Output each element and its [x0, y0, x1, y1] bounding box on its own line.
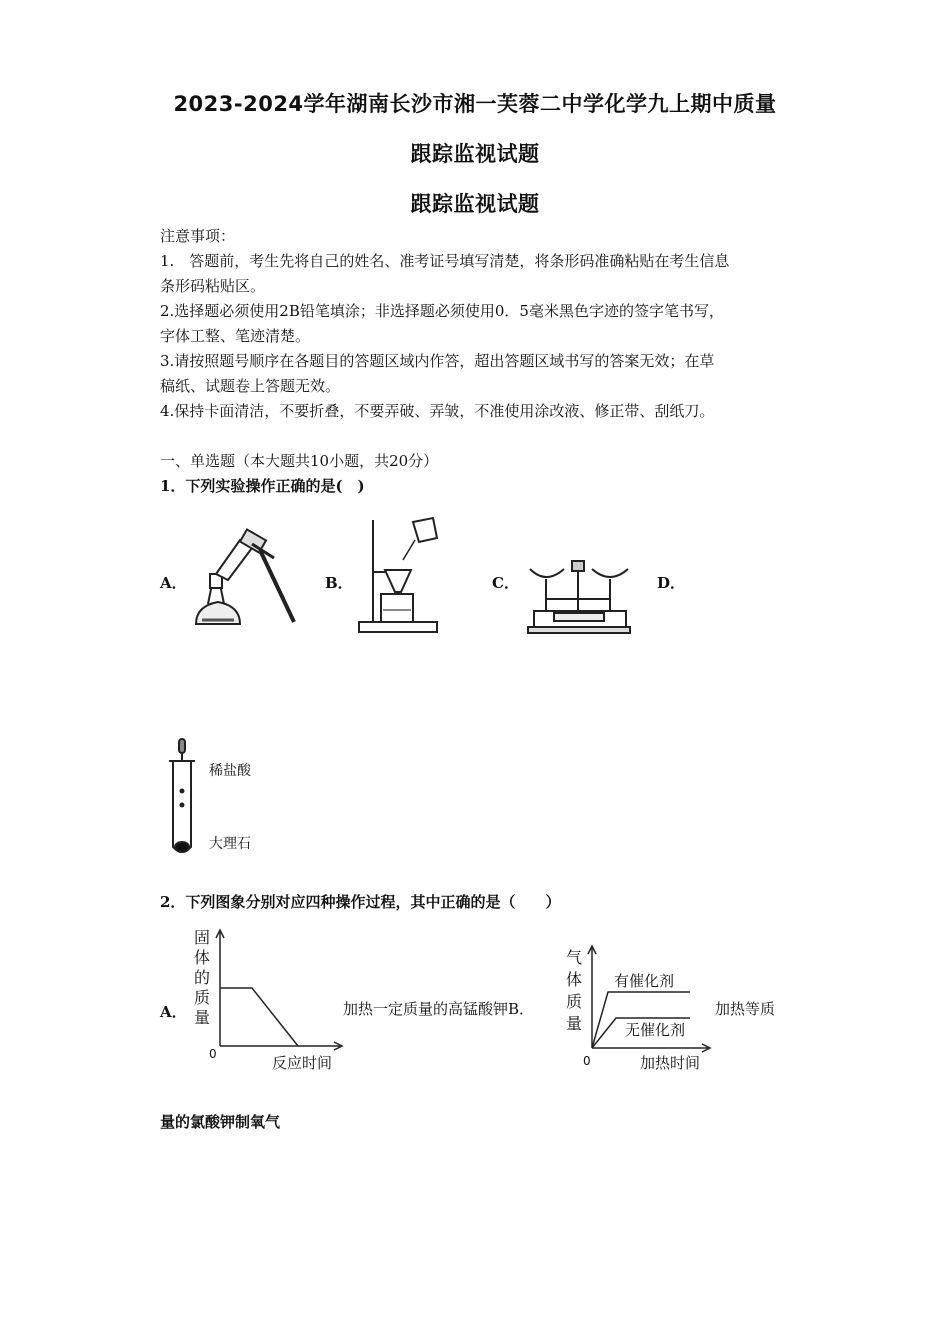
- q1-option-a-label: A．: [160, 574, 187, 592]
- notes-item-3-cont: 稿纸、试题卷上答题无效。: [160, 377, 341, 395]
- q2-graph-a-origin: 0: [209, 1047, 217, 1061]
- notes-item-4: 4.保持卡面清洁，不要折叠，不要弄破、弄皱，不准使用涂改液、修正带、刮纸刀。: [160, 402, 715, 420]
- notes-item-2-cont: 字体工整、笔迹清楚。: [160, 327, 311, 345]
- q1-option-d-acid-label: 稀盐酸: [209, 763, 251, 779]
- q2-graph-b-series-top-label: 有催化剂: [614, 972, 675, 990]
- notes-item-1-cont: 条形码粘贴区。: [160, 277, 266, 295]
- page-title: 2023-2024学年湖南长沙市湘一芙蓉二中学化学九上期中质量: [173, 92, 777, 116]
- q2-option-b-description-1: 加热等质: [715, 1000, 776, 1018]
- q1-option-c-figure: [526, 555, 632, 635]
- q1-option-b-figure: [355, 512, 445, 636]
- notes-item-2: 2.选择题必须使用2B铅笔填涂；非选择题必须使用0．5毫米黑色字迹的签字笔书写，: [160, 302, 724, 320]
- section-heading: 一、单选题（本大题共10小题，共20分）: [160, 452, 439, 470]
- q2-graph-a-series: [220, 988, 298, 1046]
- q2-graph-b-series-bottom-label: 无催化剂: [625, 1021, 686, 1039]
- q1-option-d-figure: [165, 735, 205, 859]
- page-subtitle: 跟踪监视试题: [410, 142, 540, 166]
- q2-option-a-label: A．: [160, 1003, 187, 1021]
- question-2-stem: 2．下列图象分别对应四种操作过程，其中正确的是（ ）: [160, 893, 561, 911]
- q2-graph-b-xlabel: 加热时间: [640, 1054, 701, 1072]
- q2-graph-a-ylabel: 固 体 的 质 量: [193, 928, 210, 1027]
- q2-option-a-description: 加热一定质量的高锰酸钾B．: [343, 1000, 535, 1018]
- notes-item-3: 3.请按照题号顺序在各题目的答题区域内作答，超出答题区域书写的答案无效；在草: [160, 352, 715, 370]
- notes-heading: 注意事项：: [160, 227, 236, 245]
- q1-option-d-label: D．: [657, 574, 686, 592]
- q2-option-b-description-2: 量的氯酸钾制氧气: [160, 1113, 281, 1131]
- question-1-stem: 1．下列实验操作正确的是( ): [160, 477, 365, 495]
- notes-item-1: 1. 答题前，考生先将自己的姓名、准考证号填写清楚，将条形码准确粘贴在考生信息: [160, 252, 730, 270]
- q2-graph-b-ylabel: 气 体 质 量: [565, 948, 582, 1033]
- q1-option-d-marble-label: 大理石: [209, 836, 251, 852]
- q1-option-a-figure: [190, 528, 300, 638]
- q2-graph-b-origin: 0: [583, 1054, 591, 1068]
- q2-graph-a-xlabel: 反应时间: [272, 1054, 333, 1072]
- q2-graph-a: [214, 928, 344, 1052]
- page-subtitle-repeat: 跟踪监视试题: [410, 192, 540, 216]
- q1-option-c-label: C．: [492, 574, 519, 592]
- q1-option-b-label: B．: [325, 574, 353, 592]
